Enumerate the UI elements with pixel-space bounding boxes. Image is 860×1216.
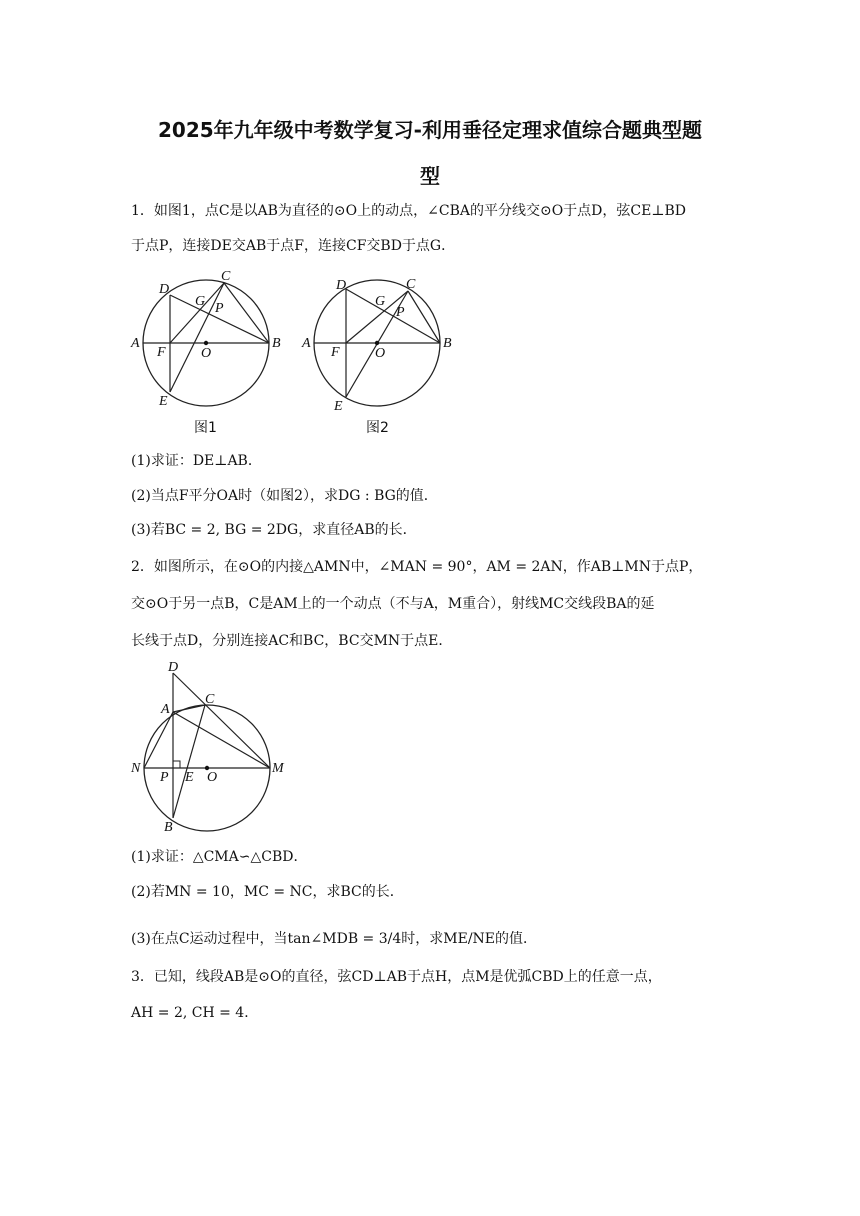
- svg-text:G: G: [375, 294, 386, 309]
- svg-text:F: F: [157, 345, 166, 360]
- svg-text:P: P: [215, 301, 224, 316]
- svg-text:M: M: [272, 761, 284, 776]
- problem2-part1: (1)求证：△CMA∽△CBD．: [131, 849, 308, 865]
- figure-1: [128, 262, 298, 440]
- svg-text:E: E: [185, 770, 194, 785]
- svg-text:O: O: [375, 346, 386, 361]
- svg-text:D: D: [159, 282, 170, 297]
- problem1-part3: (3)若BC = 2, BG = 2DG，求直径AB的长．: [131, 522, 417, 538]
- svg-text:N: N: [131, 761, 141, 776]
- svg-text:E: E: [334, 399, 343, 414]
- center-point: [375, 341, 379, 345]
- svg-text:C: C: [205, 692, 215, 707]
- svg-text:D: D: [336, 278, 347, 293]
- svg-text:P: P: [396, 305, 405, 320]
- problem1-stem-line1: 1．如图1，点C是以AB为直径的⊙O上的动点，∠CBA的平分线交⊙O于点D，弦CE⊥BD: [131, 203, 687, 219]
- svg-text:P: P: [160, 770, 169, 785]
- problem3-stem-line1: 3．已知，线段AB是⊙O的直径，弦CD⊥AB于点H，点M是优弧CBD上的任意一点，: [131, 969, 662, 985]
- svg-text:C: C: [221, 269, 231, 284]
- document-title-line2: 型: [420, 164, 440, 188]
- problem3-stem-line2: AH = 2, CH = 4．: [131, 1005, 259, 1021]
- problem2-part2: (2)若MN = 10，MC = NC，求BC的长．: [131, 884, 404, 900]
- svg-text:O: O: [207, 770, 218, 785]
- document-title-line1: 2025年九年级中考数学复习-利用垂径定理求值综合题典型题: [158, 118, 702, 142]
- problem1-stem-line2: 于点P，连接DE交AB于点F，连接CF交BD于点G．: [131, 238, 456, 254]
- svg-text:A: A: [302, 336, 311, 351]
- svg-text:A: A: [161, 702, 170, 717]
- svg-text:D: D: [168, 660, 179, 675]
- problem1-part2: (2)当点F平分OA时（如图2），求DG : BG的值．: [131, 488, 438, 504]
- svg-text:A: A: [131, 336, 140, 351]
- figure-1-caption: 图1: [194, 420, 217, 436]
- center-point: [204, 341, 208, 345]
- svg-text:F: F: [331, 345, 340, 360]
- figure-1-lines: [143, 283, 269, 392]
- svg-text:B: B: [164, 820, 173, 835]
- svg-text:C: C: [406, 277, 416, 292]
- problem2-stem-line3: 长线于点D，分别连接AC和BC，BC交MN于点E．: [131, 633, 453, 649]
- problem2-part3: (3)在点C运动过程中，当tan∠MDB = 3/4时，求ME/NE的值．: [131, 931, 538, 947]
- svg-text:G: G: [195, 294, 206, 309]
- figure-2: [298, 262, 468, 440]
- svg-text:B: B: [272, 336, 281, 351]
- svg-text:E: E: [159, 394, 168, 409]
- problem2-stem-line1: 2．如图所示，在⊙O的内接△AMN中，∠MAN = 90°，AM = 2AN，作AB⊥MN于点P，: [131, 559, 703, 575]
- svg-text:O: O: [201, 346, 212, 361]
- problem1-part1: (1)求证：DE⊥AB．: [131, 453, 262, 469]
- figure-2-caption: 图2: [366, 420, 389, 436]
- svg-text:B: B: [443, 336, 452, 351]
- problem2-stem-line2: 交⊙O于另一点B，C是AM上的一个动点（不与A，M重合），射线MC交线段BA的延: [131, 596, 655, 612]
- figure-3: [128, 656, 293, 836]
